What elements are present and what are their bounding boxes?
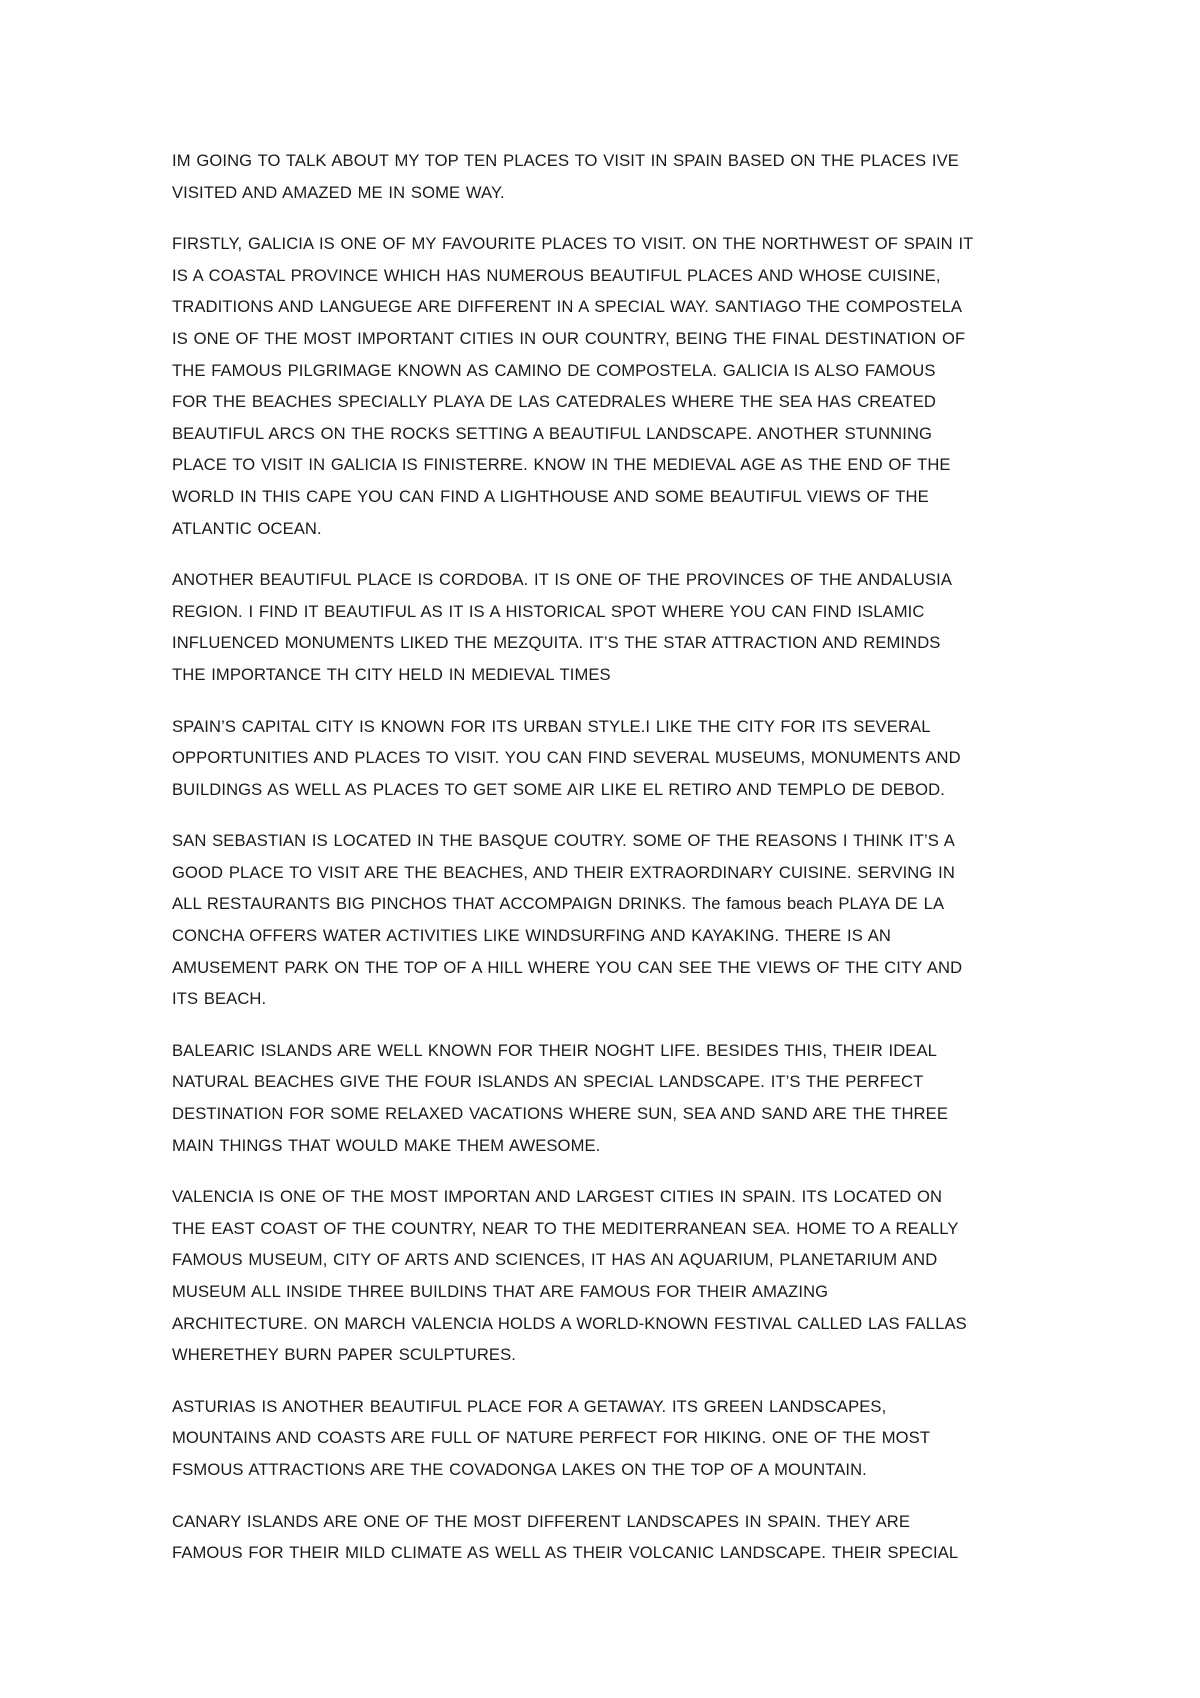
text-line: BALEARIC ISLANDS ARE WELL KNOWN FOR THEIR NOGHT LIFE. BESIDES THIS, THEIR IDEAL xyxy=(172,1040,937,1060)
text-line: BUILDINGS AS WELL AS PLACES TO GET SOME AIR LIKE EL RETIRO AND TEMPLO DE DEBOD. xyxy=(172,779,945,799)
text-line: ALL RESTAURANTS BIG PINCHOS THAT ACCOMPAIGN DRINKS. The famous beach PLAYA DE LA xyxy=(172,894,945,914)
text-line: REGION. I FIND IT BEAUTIFUL AS IT IS A HISTORICAL SPOT WHERE YOU CAN FIND ISLAMIC xyxy=(172,601,925,621)
text-line: FAMOUS FOR THEIR MILD CLIMATE AS WELL AS THEIR VOLCANIC LANDSCAPE. THEIR SPECIAL xyxy=(172,1543,959,1563)
text-line: MUSEUM ALL INSIDE THREE BUILDINS THAT ARE FAMOUS FOR THEIR AMAZING xyxy=(172,1282,829,1301)
paragraph xyxy=(172,1391,1052,1486)
text-line: IS A COASTAL PROVINCE WHICH HAS NUMEROUS BEAUTIFUL PLACES AND WHOSE CUISINE, xyxy=(172,265,941,285)
text-line: IM GOING TO TALK ABOUT MY TOP TEN PLACES TO VISIT IN SPAIN BASED ON THE PLACES IVE xyxy=(172,151,959,170)
document-body xyxy=(172,145,1052,1589)
text-line: OPPORTUNITIES AND PLACES TO VISIT. YOU CAN FIND SEVERAL MUSEUMS, MONUMENTS AND xyxy=(172,748,961,768)
text-line: ANOTHER BEAUTIFUL PLACE IS CORDOBA. IT IS ONE OF THE PROVINCES OF THE ANDALUSIA xyxy=(172,570,953,590)
paragraph xyxy=(172,711,1052,806)
text-line: CANARY ISLANDS ARE ONE OF THE MOST DIFFERENT LANDSCAPES IN SPAIN. THEY ARE xyxy=(172,1511,911,1531)
paragraph xyxy=(172,564,1052,690)
text-line: NATURAL BEACHES GIVE THE FOUR ISLANDS AN SPECIAL LANDSCAPE. IT’S THE PERFECT xyxy=(172,1072,924,1092)
text-line: SPAIN’S CAPITAL CITY IS KNOWN FOR ITS URBAN STYLE.I LIKE THE CITY FOR ITS SEVERAL xyxy=(172,716,931,736)
text-line: WORLD IN THIS CAPE YOU CAN FIND A LIGHTHOUSE AND SOME BEAUTIFUL VIEWS OF THE xyxy=(172,486,929,506)
text-line: INFLUENCED MONUMENTS LIKED THE MEZQUITA. IT’S THE STAR ATTRACTION AND REMINDS xyxy=(172,633,941,653)
text-line: FOR THE BEACHES SPECIALLY PLAYA DE LAS CATEDRALES WHERE THE SEA HAS CREATED xyxy=(172,392,936,412)
paragraph xyxy=(172,825,1052,1015)
paragraph xyxy=(172,1035,1052,1161)
paragraph xyxy=(172,1181,1052,1371)
text-line: VALENCIA IS ONE OF THE MOST IMPORTAN AND LARGEST CITIES IN SPAIN. ITS LOCATED ON xyxy=(172,1187,943,1207)
text-line: ASTURIAS IS ANOTHER BEAUTIFUL PLACE FOR A GETAWAY. ITS GREEN LANDSCAPES, xyxy=(172,1396,887,1416)
text-line: THE EAST COAST OF THE COUNTRY, NEAR TO THE MEDITERRANEAN SEA. HOME TO A REALLY xyxy=(172,1218,959,1238)
text-line: BEAUTIFUL ARCS ON THE ROCKS SETTING A BEAUTIFUL LANDSCAPE. ANOTHER STUNNING xyxy=(172,423,933,443)
paragraph xyxy=(172,1506,1052,1569)
text-line: ARCHITECTURE. ON MARCH VALENCIA HOLDS A WORLD-KNOWN FESTIVAL CALLED LAS FALLAS xyxy=(172,1313,967,1333)
text-line: THE IMPORTANCE TH CITY HELD IN MEDIEVAL TIMES xyxy=(172,664,611,684)
text-line: TRADITIONS AND LANGUEGE ARE DIFFERENT IN A SPECIAL WAY. SANTIAGO THE COMPOSTELA xyxy=(172,297,963,317)
text-line: THE FAMOUS PILGRIMAGE KNOWN AS CAMINO DE COMPOSTELA. GALICIA IS ALSO FAMOUS xyxy=(172,360,936,380)
text-line: CONCHA OFFERS WATER ACTIVITIES LIKE WINDSURFING AND KAYAKING. THERE IS AN xyxy=(172,926,891,946)
text-line: PLACE TO VISIT IN GALICIA IS FINISTERRE. KNOW IN THE MEDIEVAL AGE AS THE END OF THE xyxy=(172,455,951,475)
text-line: GOOD PLACE TO VISIT ARE THE BEACHES, AND THEIR EXTRAORDINARY CUISINE. SERVING IN xyxy=(172,862,955,882)
paragraph xyxy=(172,145,1052,208)
text-line: IS ONE OF THE MOST IMPORTANT CITIES IN OUR COUNTRY, BEING THE FINAL DESTINATION OF xyxy=(172,328,966,348)
text-line: ITS BEACH. xyxy=(172,989,267,1009)
text-line: WHERETHEY BURN PAPER SCULPTURES. xyxy=(172,1345,516,1365)
text-line: DESTINATION FOR SOME RELAXED VACATIONS WHERE SUN, SEA AND SAND ARE THE THREE xyxy=(172,1104,948,1124)
text-line: ATLANTIC OCEAN. xyxy=(172,518,322,538)
text-line: MOUNTAINS AND COASTS ARE FULL OF NATURE PERFECT FOR HIKING. ONE OF THE MOST xyxy=(172,1428,931,1448)
text-line: FSMOUS ATTRACTIONS ARE THE COVADONGA LAKES ON THE TOP OF A MOUNTAIN. xyxy=(172,1459,867,1479)
text-line: VISITED AND AMAZED ME IN SOME WAY. xyxy=(172,182,505,202)
text-line: AMUSEMENT PARK ON THE TOP OF A HILL WHERE YOU CAN SEE THE VIEWS OF THE CITY AND xyxy=(172,957,963,977)
text-line: SAN SEBASTIAN IS LOCATED IN THE BASQUE COUTRY. SOME OF THE REASONS I THINK IT’S A xyxy=(172,831,955,851)
text-line: MAIN THINGS THAT WOULD MAKE THEM AWESOME. xyxy=(172,1135,601,1155)
text-line: FIRSTLY, GALICIA IS ONE OF MY FAVOURITE PLACES TO VISIT. ON THE NORTHWEST OF SPAIN IT xyxy=(172,234,974,254)
paragraph xyxy=(172,228,1052,544)
text-line: FAMOUS MUSEUM, CITY OF ARTS AND SCIENCES, IT HAS AN AQUARIUM, PLANETARIUM AND xyxy=(172,1250,938,1270)
